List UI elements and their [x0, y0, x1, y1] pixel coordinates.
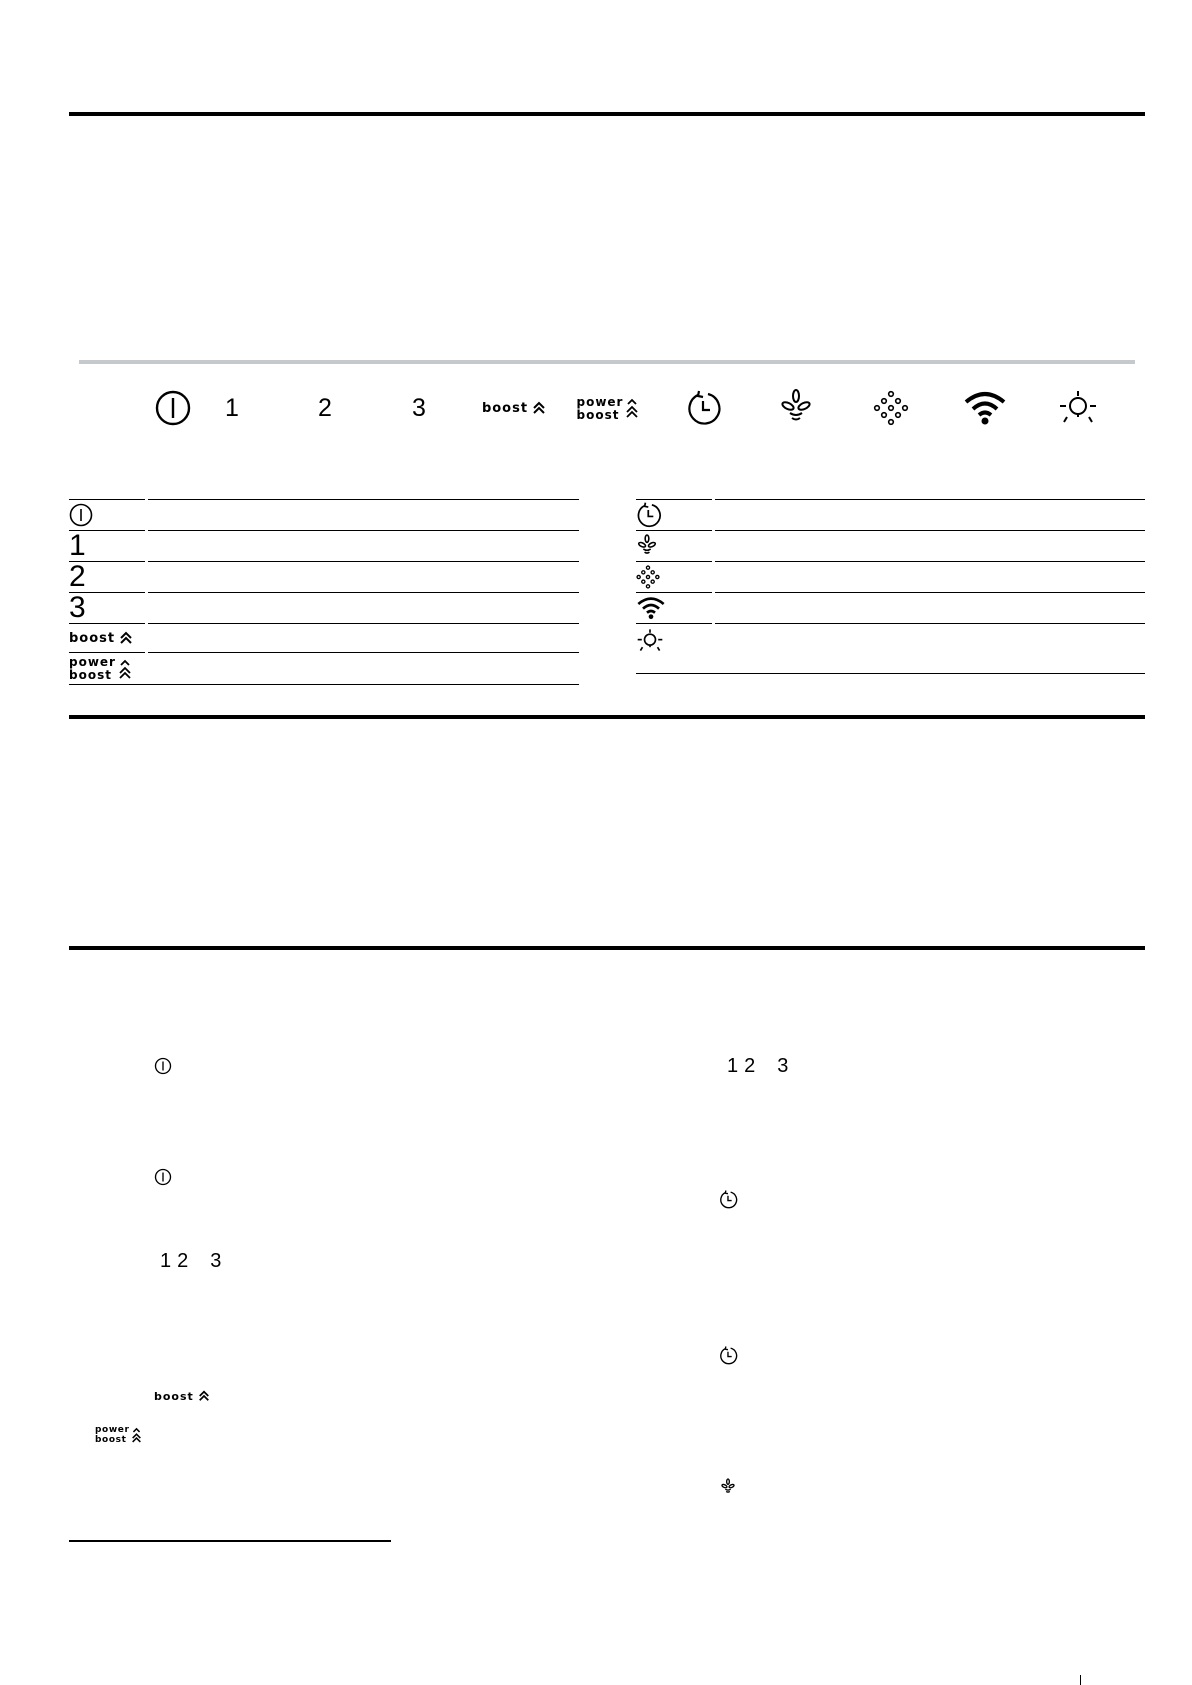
page-corner-mark — [1080, 1675, 1081, 1685]
double-chevron-up-icon — [131, 1425, 142, 1445]
instruction-power-symbol-1 — [154, 1057, 172, 1075]
fan-sensor-icon — [720, 1478, 736, 1496]
filter-dots-icon — [873, 390, 909, 426]
fan-level-3-label: 3 — [412, 393, 426, 422]
instruction-level-3-right: 3 — [777, 1055, 789, 1077]
legend-power-boost-label: boost — [69, 668, 112, 682]
section-divider-middle — [69, 715, 1145, 719]
section-divider-lower — [69, 946, 1145, 950]
instruction-level-2: 2 — [177, 1250, 189, 1272]
instruction-timer-symbol-2 — [719, 1346, 738, 1365]
instruction-fan-levels-right — [727, 1055, 788, 1078]
legend-row-auto-mode — [636, 530, 1145, 561]
wifi-icon — [636, 596, 666, 620]
instruction-timer-symbol-1 — [719, 1190, 738, 1209]
panel-fan-level-3-button[interactable] — [379, 385, 459, 431]
double-chevron-up-icon — [119, 631, 133, 645]
legend-row-wifi — [636, 592, 1145, 623]
legend-row-timer — [636, 499, 1145, 530]
instruction-power-boost-symbol — [95, 1425, 142, 1445]
legend-row-light — [636, 623, 1145, 674]
fan-level-1-label: 1 — [225, 393, 239, 422]
timer-icon — [686, 390, 722, 426]
instruction-level-2-right: 2 — [744, 1055, 756, 1077]
power-icon — [154, 1057, 172, 1075]
timer-icon — [719, 1190, 738, 1209]
legend-boost-label: boost — [69, 630, 116, 646]
panel-fan-level-1-button[interactable] — [192, 385, 272, 431]
instruction-fan-levels-left — [160, 1250, 221, 1273]
fan-sensor-icon — [636, 533, 658, 559]
control-panel — [79, 385, 1135, 435]
instruction-auto-mode-symbol — [720, 1478, 736, 1496]
panel-auto-mode-button[interactable] — [756, 385, 836, 431]
legend-level-1-label: 1 — [69, 529, 86, 562]
legend-row-boost — [69, 623, 579, 652]
instruction-boost-symbol — [154, 1390, 210, 1402]
instruction-level-3: 3 — [210, 1250, 222, 1272]
legend-power-label: power — [69, 655, 116, 669]
fan-sensor-icon — [778, 388, 814, 428]
double-chevron-up-icon — [118, 656, 132, 682]
light-bulb-icon — [1058, 389, 1098, 427]
panel-power-boost-button[interactable] — [568, 385, 648, 431]
panel-boost-button[interactable] — [474, 385, 554, 431]
panel-fan-level-2-button[interactable] — [285, 385, 365, 431]
double-chevron-up-icon — [625, 395, 639, 421]
timer-icon — [719, 1346, 738, 1365]
legend-table-right — [636, 499, 1145, 674]
power-icon — [69, 503, 93, 527]
light-bulb-icon — [636, 628, 664, 654]
panel-light-button[interactable] — [1038, 385, 1118, 431]
legend-row-level-1 — [69, 530, 579, 561]
instruction-level-1: 1 — [160, 1250, 172, 1272]
legend-row-filter — [636, 561, 1145, 592]
fan-level-2-label: 2 — [318, 393, 332, 422]
panel-wifi-button[interactable] — [945, 385, 1025, 431]
legend-row-power — [69, 499, 579, 530]
timer-icon — [636, 502, 662, 528]
instruction-power-symbol-2 — [154, 1168, 172, 1186]
instruction-power-label: power — [95, 1424, 130, 1435]
power-boost-label: boost — [576, 407, 620, 422]
control-panel-edge — [79, 360, 1135, 364]
power-label: power — [576, 394, 624, 409]
wifi-icon — [963, 390, 1007, 426]
instruction-boost-label: boost — [154, 1389, 194, 1403]
panel-filter-button[interactable] — [851, 385, 931, 431]
legend-table-left — [69, 499, 579, 685]
section-divider-top — [69, 112, 1145, 116]
double-chevron-up-icon — [532, 401, 546, 415]
legend-level-3-label: 3 — [69, 591, 86, 624]
legend-level-2-label: 2 — [69, 560, 86, 593]
legend-row-level-2 — [69, 561, 579, 592]
instruction-level-1-right: 1 — [727, 1055, 739, 1077]
instruction-power-boost-label: boost — [95, 1434, 127, 1445]
boost-label: boost — [481, 400, 529, 416]
power-icon — [154, 1168, 172, 1186]
filter-dots-icon — [636, 565, 660, 589]
panel-timer-button[interactable] — [664, 385, 744, 431]
legend-row-level-3 — [69, 592, 579, 623]
double-chevron-up-icon — [198, 1390, 210, 1402]
legend-row-power-boost — [69, 652, 579, 685]
power-icon — [154, 389, 192, 427]
footnote-divider — [69, 1540, 391, 1542]
